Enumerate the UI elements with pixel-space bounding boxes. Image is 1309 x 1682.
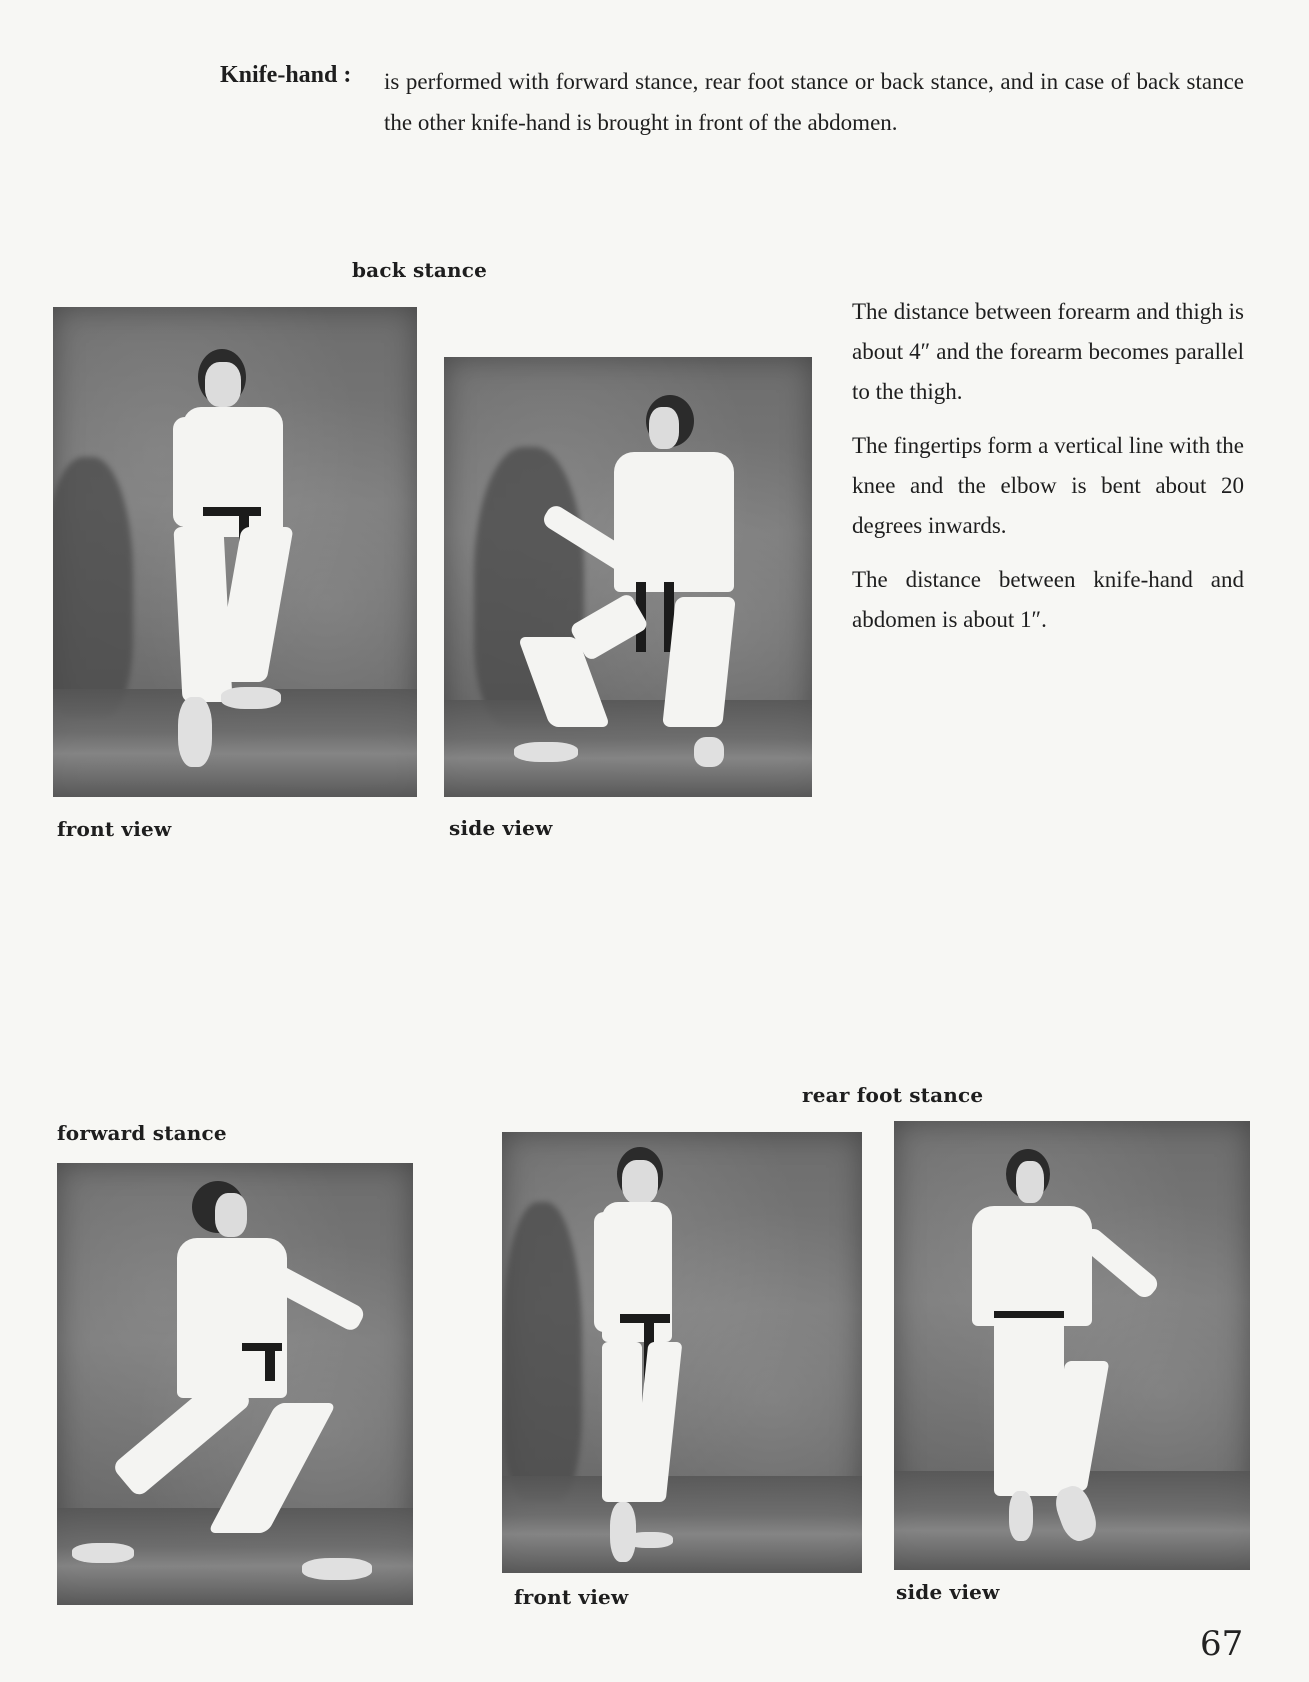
forward-stance-photo <box>57 1163 413 1605</box>
back-stance-notes <box>852 292 1244 654</box>
note-fingertips-knee: The fingertips form a vertical line with the knee and the elbow is bent about 20 degrees inwards. <box>852 433 1244 538</box>
note-knife-hand-abdomen: The distance between knife-hand and abdomen is about 1″. <box>852 567 1244 632</box>
rear-foot-stance-front-photo <box>502 1132 862 1573</box>
rear-foot-stance-side-caption: side view <box>896 1580 1000 1604</box>
page-number: 67 <box>1200 1624 1244 1664</box>
back-stance-side-photo <box>444 357 812 797</box>
note-forearm-thigh: The distance between forearm and thigh is about 4″ and the forearm becomes parallel to the thigh. <box>852 299 1244 404</box>
back-stance-front-caption: front view <box>57 817 172 841</box>
rear-foot-stance-side-photo <box>894 1121 1250 1570</box>
back-stance-front-photo <box>53 307 417 797</box>
term-heading: Knife-hand : <box>220 62 352 88</box>
intro-text: is performed with forward stance, rear foot stance or back stance, and in case of back stance the other knife-hand is brought in front of the abdomen. <box>384 69 1244 135</box>
rear-foot-stance-title: rear foot stance <box>802 1083 984 1107</box>
forward-stance-title: forward stance <box>57 1121 227 1145</box>
intro-paragraph <box>384 62 1244 143</box>
back-stance-title: back stance <box>352 258 488 282</box>
back-stance-side-caption: side view <box>449 816 553 840</box>
rear-foot-stance-front-caption: front view <box>514 1585 629 1609</box>
